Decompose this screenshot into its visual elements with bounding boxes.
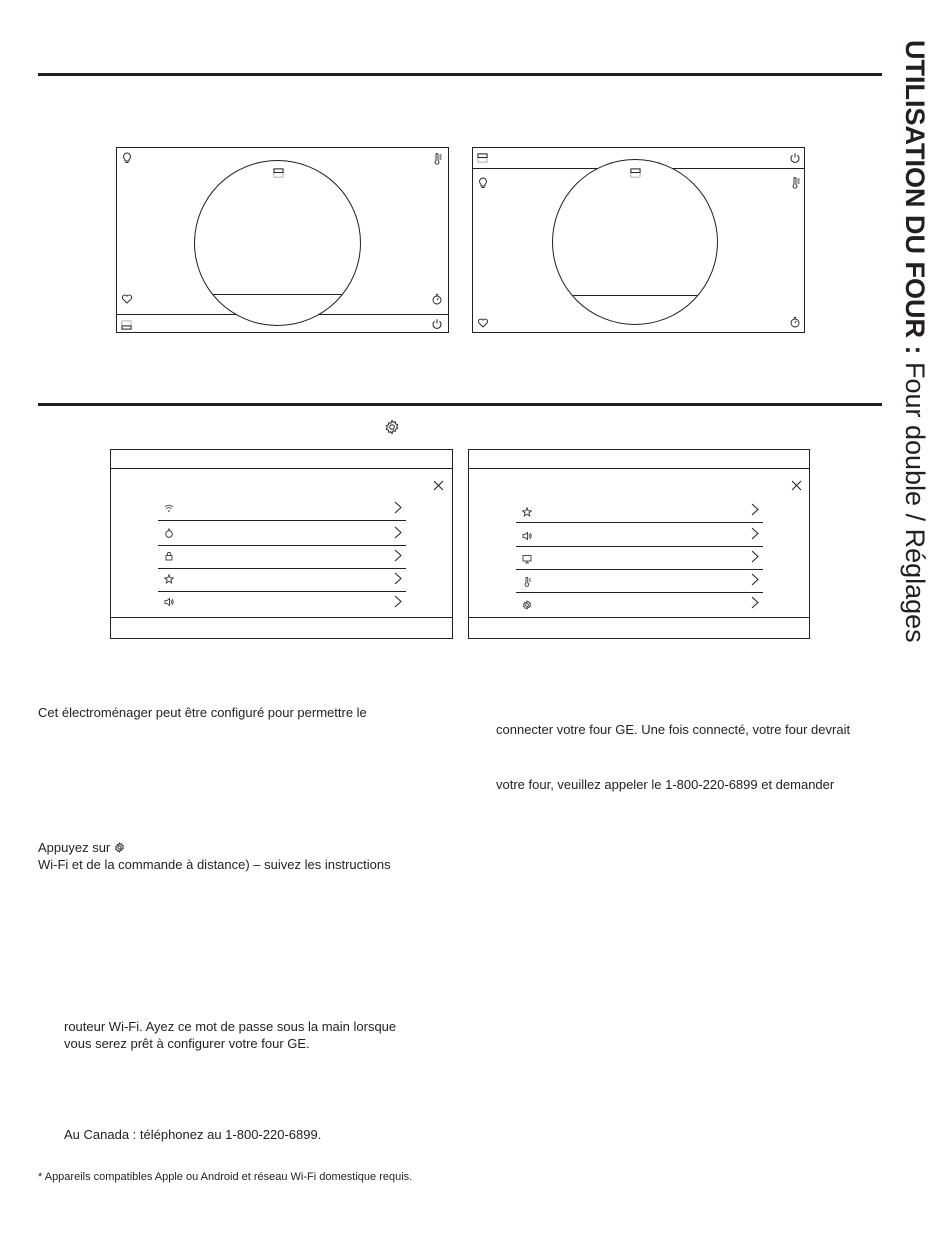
heart-icon[interactable] (477, 317, 489, 329)
menu-footer-divider (469, 617, 809, 618)
chevron-right-icon (394, 549, 402, 562)
chevron-right-icon (751, 503, 759, 516)
paragraph-canada-phone: Au Canada : téléphonez au 1-800-220-6899. (64, 1127, 322, 1142)
display-icon (522, 554, 532, 564)
settings-menu-page-2 (468, 449, 810, 639)
star-icon (522, 507, 532, 517)
paragraph-router-password: routeur Wi-Fi. Ayez ce mot de passe sous la main lorsque (64, 1019, 397, 1034)
menu-item-settings[interactable] (516, 594, 763, 616)
power-icon[interactable] (431, 318, 443, 330)
paragraph-press-settings (38, 839, 125, 857)
thermometer-icon[interactable] (789, 177, 801, 189)
oven-rectangle-icon (477, 152, 488, 164)
menu-item-favorites[interactable] (516, 501, 763, 523)
oven-rectangle-icon (121, 319, 132, 331)
heart-icon[interactable] (121, 293, 133, 305)
stopwatch-icon (164, 528, 174, 538)
wifi-icon (164, 503, 174, 513)
menu-item-wifi[interactable] (158, 499, 406, 521)
close-icon[interactable] (791, 478, 802, 489)
speaker-icon (164, 597, 174, 607)
gear-icon[interactable] (384, 419, 400, 435)
chevron-right-icon (394, 501, 402, 514)
star-icon (164, 574, 174, 584)
lightbulb-icon[interactable] (121, 152, 133, 164)
control-dial-magnified (194, 160, 361, 326)
chevron-right-icon (394, 572, 402, 585)
gear-icon (114, 840, 125, 851)
menu-item-timer[interactable] (158, 524, 406, 546)
dial-divider (553, 295, 717, 296)
close-icon[interactable] (433, 478, 444, 489)
footnote: * Appareils compatibles Apple ou Android et réseau Wi-Fi domestique requis. (38, 1171, 413, 1183)
side-title-bold: UTILISATION DU FOUR : (900, 40, 930, 355)
lock-icon (164, 551, 174, 561)
side-title-light: Four double / Réglages (900, 354, 930, 643)
dial-divider (195, 294, 360, 295)
side-section-title (900, 40, 930, 643)
menu-item-sound[interactable] (516, 525, 763, 547)
gear-icon (522, 600, 532, 610)
section-rule-top (38, 73, 882, 76)
chevron-right-icon (394, 526, 402, 539)
chevron-right-icon (751, 550, 759, 563)
menu-footer-divider (111, 617, 452, 618)
chevron-right-icon (751, 527, 759, 540)
paragraph-call: votre four, veuillez appeler le 1-800-220-6899 et demander (496, 777, 835, 792)
section-rule-settings (38, 403, 882, 406)
menu-item-display[interactable] (516, 548, 763, 570)
menu-item-lock[interactable] (158, 547, 406, 569)
paragraph-ready: vous serez prêt à configurer votre four GE. (64, 1036, 310, 1051)
thermometer-icon (522, 577, 532, 587)
press-label: Appuyez sur (38, 840, 111, 855)
paragraph-intro: Cet électroménager peut être configuré pour permettre le (38, 705, 367, 720)
menu-header-divider (111, 468, 452, 469)
lightbulb-icon[interactable] (477, 177, 489, 189)
chevron-right-icon (394, 595, 402, 608)
settings-menu-page-1 (110, 449, 453, 639)
stopwatch-icon[interactable] (789, 316, 801, 328)
menu-item-sound[interactable] (158, 593, 406, 615)
oven-rectangle-icon (630, 167, 641, 179)
control-dial-magnified (552, 159, 718, 325)
chevron-right-icon (751, 573, 759, 586)
menu-header-divider (469, 468, 809, 469)
chevron-right-icon (751, 596, 759, 609)
stopwatch-icon[interactable] (431, 293, 443, 305)
speaker-icon (522, 531, 532, 541)
menu-item-temperature[interactable] (516, 571, 763, 593)
thermometer-icon[interactable] (431, 153, 443, 165)
menu-item-favorites[interactable] (158, 570, 406, 592)
paragraph-connect: connecter votre four GE. Une fois connecté, votre four devrait (496, 722, 851, 737)
oven-rectangle-icon (273, 167, 284, 179)
paragraph-wifi-instructions: Wi-Fi et de la commande à distance) – suivez les instructions (38, 857, 391, 872)
power-icon[interactable] (789, 152, 801, 164)
